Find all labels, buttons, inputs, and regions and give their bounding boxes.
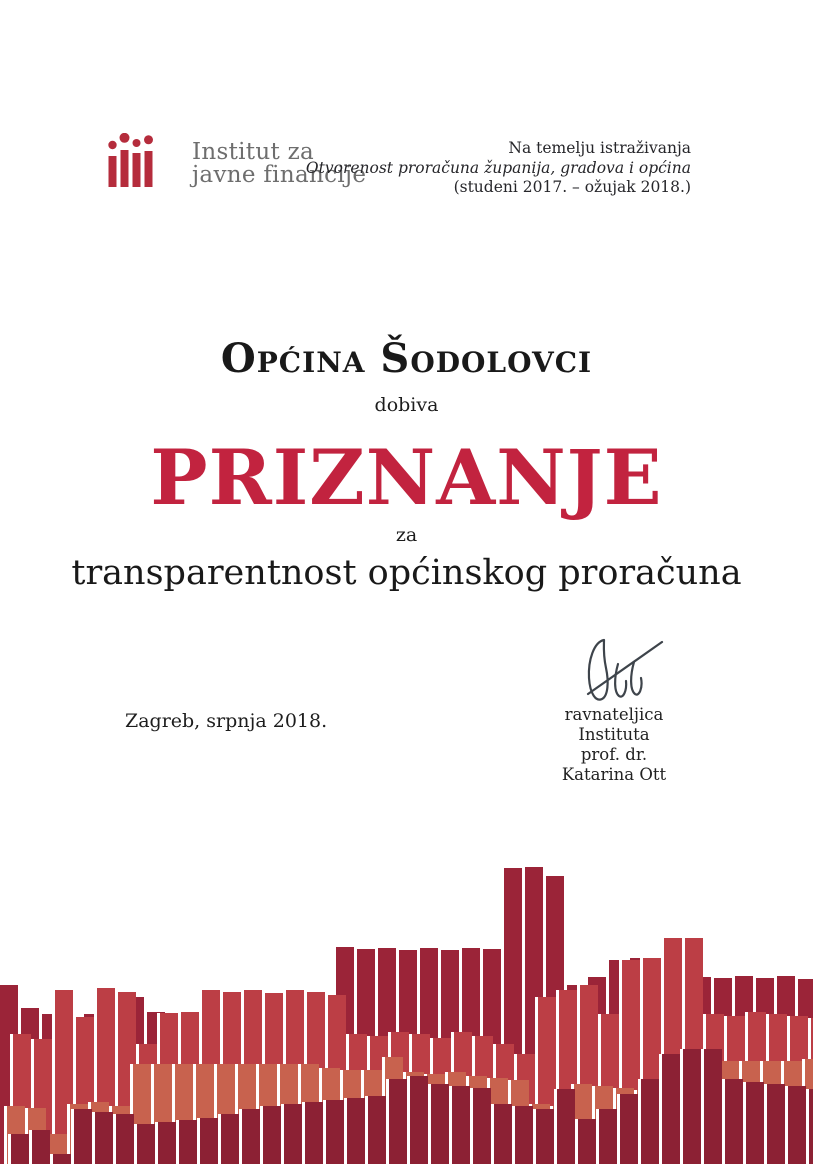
research-note [306, 139, 691, 198]
front-dark-fence [701, 1049, 722, 1164]
budget-bars-skyline-graphic [0, 854, 813, 1164]
front-dark-fence [470, 1088, 491, 1164]
front-dark-fence [323, 1100, 344, 1164]
front-dark-fence [638, 1079, 659, 1164]
signer-name: prof. dr. Katarina Ott [561, 745, 667, 784]
front-dark-fence [575, 1119, 596, 1164]
signature-block [548, 705, 680, 785]
front-dark-fence [50, 1154, 71, 1164]
institute-name-line1: Institut za [192, 139, 315, 165]
recipient-name: Općina Šodolovci [220, 335, 593, 382]
institute-logo-icon [107, 133, 157, 189]
front-dark-fence [239, 1109, 260, 1164]
for-word: za [395, 524, 418, 546]
front-dark-fence [29, 1130, 50, 1164]
front-dark-fence [533, 1109, 554, 1164]
front-dark-fence [197, 1118, 218, 1164]
research-note-study-title: Otvorenost proračuna županija, gradova i općina [305, 158, 691, 177]
front-dark-fence [386, 1079, 407, 1164]
front-dark-fence [596, 1109, 617, 1164]
research-note-period: (studeni 2017. – ožujak 2018.) [453, 178, 691, 196]
front-dark-fence [344, 1098, 365, 1164]
front-dark-fence [260, 1106, 281, 1164]
front-dark-fence [113, 1114, 134, 1164]
front-dark-fence [428, 1084, 449, 1164]
front-dark-fence [512, 1106, 533, 1164]
front-dark-fence [680, 1049, 701, 1164]
front-dark-fence [176, 1120, 197, 1164]
front-dark-fence [407, 1076, 428, 1164]
signer-role: ravnateljica Instituta [564, 705, 664, 744]
receives-word: dobiva [374, 394, 439, 416]
award-subject: transparentnost općinskog proračuna [71, 553, 742, 593]
front-dark-fence [722, 1079, 743, 1164]
front-dark-fence [218, 1114, 239, 1164]
front-dark-fence [92, 1112, 113, 1164]
place-and-date: Zagreb, srpnja 2018. [125, 710, 328, 732]
front-dark-fence [785, 1086, 806, 1164]
front-dark-fence [281, 1104, 302, 1164]
front-dark-fence [554, 1089, 575, 1164]
front-dark-fence [743, 1082, 764, 1164]
front-dark-fence [617, 1094, 638, 1164]
front-dark-fence [71, 1109, 92, 1164]
front-dark-fence [155, 1122, 176, 1164]
institute-name-line2: javne financije [192, 162, 367, 188]
front-dark-fence [659, 1054, 680, 1164]
front-dark-fence [302, 1102, 323, 1164]
front-dark-fence [365, 1096, 386, 1164]
award-title: PRIZNANJE [150, 433, 663, 522]
front-dark-fence [764, 1084, 785, 1164]
front-dark-fence [134, 1124, 155, 1164]
front-dark-fence [449, 1086, 470, 1164]
front-dark-fence [806, 1089, 813, 1164]
front-dark-fence [491, 1104, 512, 1164]
signature-icon [578, 636, 668, 711]
research-note-line1: Na temelju istraživanja [508, 139, 691, 157]
front-dark-fence [8, 1134, 29, 1164]
